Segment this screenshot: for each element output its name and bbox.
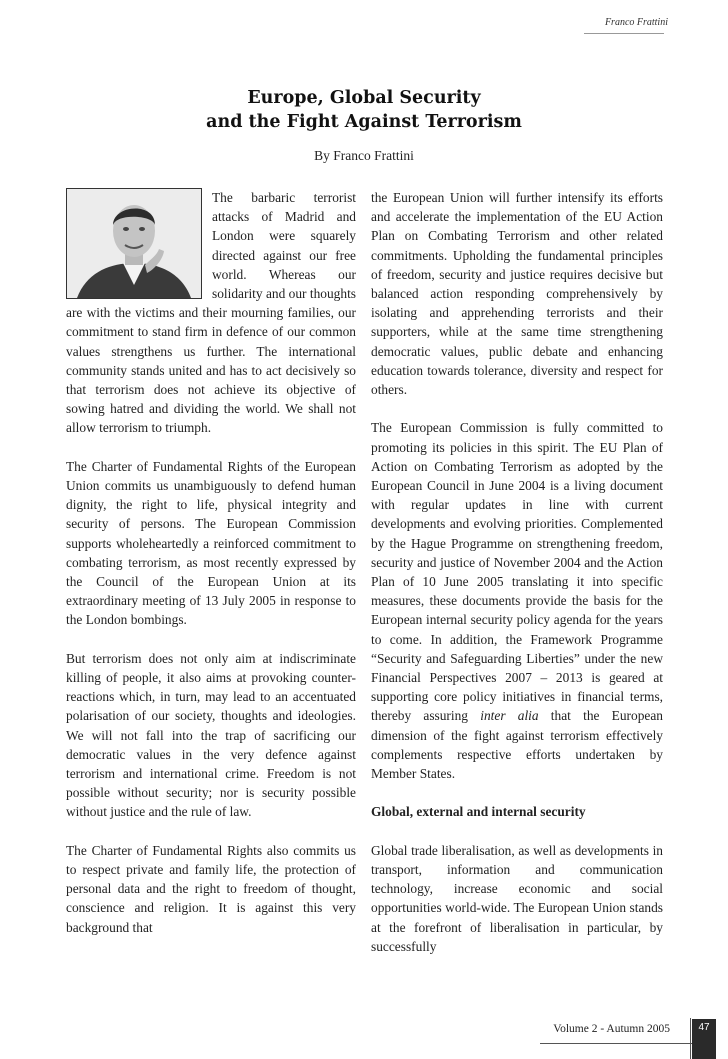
article-title xyxy=(0,86,728,134)
footer-divider xyxy=(690,1018,691,1059)
running-head: Franco Frattini xyxy=(604,17,668,28)
footer-issue: Volume 2 - Autumn 2005 xyxy=(553,1023,670,1035)
left-column xyxy=(66,188,356,956)
title-line-1: Europe, Global Security xyxy=(247,88,481,108)
right-column xyxy=(371,188,663,975)
left-paragraph-4: The Charter of Fundamental Rights also commits us to respect private and family life, the protection of personal data and the right to freedom of thought, conscience and religion. It is against this very background that xyxy=(66,842,356,935)
inter-alia: inter alia xyxy=(480,708,539,724)
left-paragraph-1: The barbaric terrorist attacks of Madrid and London were squarely directed against our free world. Whereas our solidarity and our thoughts are with the victims and their mourning families, our commitment to stand firm in defence of our common values strengthens us further. The international community stands united and has to act decisively so that terrorism does not achieve its objective of sowing hatred and dividing the world. We shall not allow terrorism to triumph. xyxy=(66,190,356,436)
left-paragraph-2: The Charter of Fundamental Rights of the European Union commits us unambiguously to defend human dignity, the right to life, physical integrity and security of persons. The European Commission supports wholeheartedly a reinforced commitment to combating terrorism, as most recently expressed by the Council of the European Union at its extraordinary meeting of 13 July 2005 in response to the London bombings. xyxy=(66,458,356,628)
right-paragraph-2 xyxy=(371,418,663,783)
title-line-2: and the Fight Against Terrorism xyxy=(206,112,522,132)
right-paragraph-2-a: The European Commission is fully committed to promoting its policies in this spirit. The EU Plan of Action on Combating Terrorism as adopted by the European Council in June 2004 is a living document with regular updates in line with current developments and evolving priorities. Complemented by the Hague Programme on strengthening freedom, security and justice of November 2004 and the Action Plan of 10 June 2005 translating it into specific measures, these documents provide the basis for the European internal security policy agenda for the years to come. In addition, the Framework Programme “Security and Safeguarding Liberties” under the new Financial Perspectives 2007 – 2013 is geared at supporting core policy initiatives in financial terms, thereby assuring xyxy=(371,420,663,724)
footer-rule xyxy=(540,1043,692,1044)
right-paragraph-3: Global trade liberalisation, as well as developments in transport, information and communication technology, increase economic and social opportunities world-wide. The European Union stands at the forefront of liberalisation in particular, by successfully xyxy=(371,842,663,954)
right-paragraph-1: the European Union will further intensify its efforts and accelerate the implementation of the EU Action Plan on Combating Terrorism and other related commitments. Upholding the fundamental principles of freedom, security and justice requires decisive but balanced action responding comprehensively by isolating and apprehending terrorists and their supporters, while at the same time strengthening democratic values, public debate and enhancing education towards tolerance, diversity and respect for others. xyxy=(371,190,663,398)
page-number: 47 xyxy=(692,1019,716,1059)
portrait-icon xyxy=(67,189,201,298)
left-paragraph-3: But terrorism does not only aim at indiscriminate killing of people, it also aims at provoking counter-reactions which, in turn, may lead to an accentuated polarisation of our society, thoughts and ideologies. We will not fall into the trap of sacrificing our democratic values in the very defence against terrorism and international crime. Freedom is not possible without security; nor is security possible without justice and the rule of law. xyxy=(66,650,356,820)
section-heading: Global, external and internal security xyxy=(371,804,586,820)
portrait-photo xyxy=(66,188,202,299)
header-rule xyxy=(584,33,664,34)
right-paragraph-2-b: that the European dimension of the fight against terrorism effectively complements respective efforts undertaken by Member States. xyxy=(371,708,663,782)
byline: By Franco Frattini xyxy=(314,148,414,163)
